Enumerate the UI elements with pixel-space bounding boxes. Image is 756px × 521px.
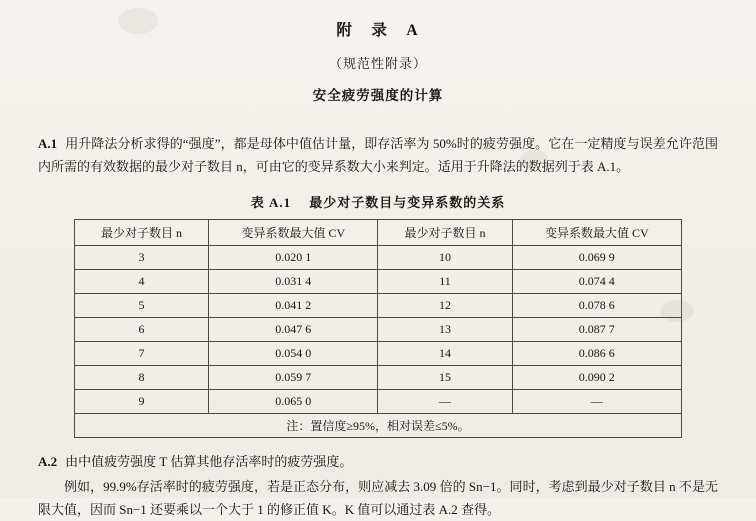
table-cell: 0.047 6 [209,318,378,342]
table-cell: 0.086 6 [512,342,681,366]
table-cell: 13 [378,318,512,342]
table-cell: 0.090 2 [512,366,681,390]
table-cell: 3 [75,246,209,270]
table-cell: 0.078 6 [512,294,681,318]
table-caption-label: 表 A.1 [250,195,292,210]
table-cell: 14 [378,342,512,366]
table-cell: 6 [75,318,209,342]
table-cell: 15 [378,366,512,390]
table-row [75,342,682,366]
table-row [75,270,682,294]
paragraph-a2-label: A.2 [38,454,58,469]
table-header-row [75,220,682,246]
appendix-section-title: 安全疲劳强度的计算 [312,88,444,103]
table-header-cell: 最少对子数目 n [75,220,209,246]
table-row [75,390,682,414]
paragraph-a2-example: 例如，99.9%存活率时的疲劳强度，若是正态分布，则应减去 3.09 倍的 Sn−1。同时，考虑到最少对子数目 n 不是无限大值，因而 Sn−1 还要乘以一个大于 1 的修正值 K。K 值可以通过表 A.2 查得。 [38,479,718,517]
table-cell: 0.059 7 [209,366,378,390]
table-row [75,366,682,390]
table-cell: 8 [75,366,209,390]
table-cell: 12 [378,294,512,318]
table-note-row [75,414,682,438]
table-cell: 0.065 0 [209,390,378,414]
table-cell: 7 [75,342,209,366]
table-cell: 10 [378,246,512,270]
table-cell: 5 [75,294,209,318]
table-note: 注：置信度≥95%，相对误差≤5%。 [75,414,682,438]
paragraph-a2 [38,450,718,473]
table-cell: 4 [75,270,209,294]
table-cell: 0.069 9 [512,246,681,270]
paragraph-a1 [38,132,718,178]
table-cell: 11 [378,270,512,294]
table-row [75,294,682,318]
paragraph-a1-label: A.1 [38,136,58,151]
table-cell: — [378,390,512,414]
table-cell: 9 [75,390,209,414]
table-cell: 0.074 4 [512,270,681,294]
table-cell: 0.087 7 [512,318,681,342]
table-caption-title: 最少对子数目与变异系数的关系 [309,195,506,210]
table-cell: 0.020 1 [209,246,378,270]
appendix-subtitle: （规范性附录） [328,56,427,71]
table-cell: 0.031 4 [209,270,378,294]
paragraph-a2-text: 由中值疲劳强度 T 估算其他存活率时的疲劳强度。 [65,454,353,469]
table-header-cell: 最少对子数目 n [378,220,512,246]
table-cell: 0.054 0 [209,342,378,366]
table-row [75,318,682,342]
table-header-cell: 变异系数最大值 CV [209,220,378,246]
table-cell: — [512,390,681,414]
table-caption [0,192,756,211]
relation-table [74,219,682,438]
table-cell: 0.041 2 [209,294,378,318]
table-row [75,246,682,270]
table-header-cell: 变异系数最大值 CV [512,220,681,246]
appendix-title: 附 录 A [336,22,420,39]
paragraph-a1-text: 用升降法分析求得的“强度”，都是母体中值估计量，即存活率为 50%时的疲劳强度。它在一定精度与误差允许范围内所需的有效数据的最少对子数目 n，可由它的变异系数大小来判定。适用于升降法的数据列于表 A.1。 [38,136,718,174]
